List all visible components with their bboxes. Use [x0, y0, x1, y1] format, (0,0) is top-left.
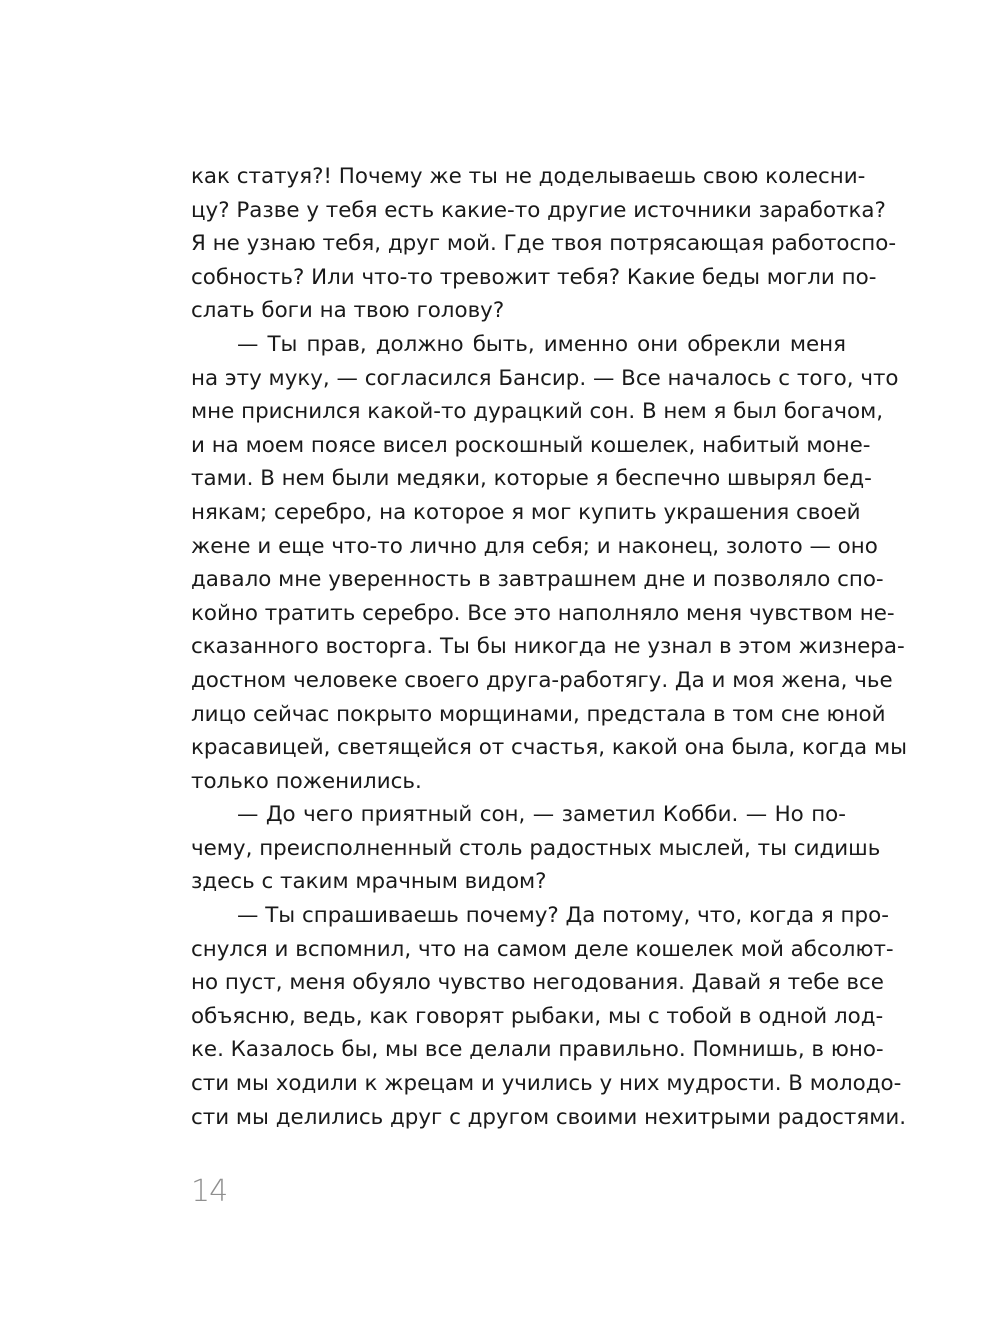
text-line: лицо сейчас покрыто морщинами, предстала в том сне юной: [191, 701, 886, 727]
text-line: давало мне уверенность в завтрашнем дне и позволяло спо-: [191, 567, 884, 593]
text-line: сти мы делились друг с другом своими нехитрыми радостями.: [191, 1104, 907, 1130]
text-line: достном человеке своего друга-работягу. Да и моя жена, чье: [191, 667, 893, 693]
text-line: объясню, ведь, как говорят рыбаки, мы с тобой в одной лод-: [191, 1003, 884, 1029]
text-line: собность? Или что-то тревожит тебя? Какие беды могли по-: [191, 264, 877, 290]
text-line: слать боги на твою голову?: [191, 298, 505, 324]
text-line: койно тратить серебро. Все это наполняло меня чувством не-: [191, 600, 895, 626]
text-line: сти мы ходили к жрецам и учились у них мудрости. В молодо-: [191, 1071, 902, 1097]
text-line: Я не узнаю тебя, друг мой. Где твоя потрясающая работоспо-: [191, 231, 897, 257]
text-line: чему, преисполненный столь радостных мыслей, ты сидишь: [191, 835, 881, 861]
text-line: снулся и вспомнил, что на самом деле кошелек мой абсолют-: [191, 936, 894, 962]
text-line: и на моем поясе висел роскошный кошелек, набитый моне-: [191, 432, 871, 458]
text-line: красавицей, светящейся от счастья, какой она была, когда мы: [191, 735, 907, 761]
text-line: только поженились.: [191, 768, 422, 794]
text-line: на эту муку, — согласился Бансир. — Все началось с того, что: [191, 365, 899, 391]
text-line: цу? Разве у тебя есть какие-то другие источники заработка?: [191, 197, 886, 223]
text-line: жене и еще что-то лично для себя; и наконец, золото — оно: [191, 533, 878, 559]
text-line: ке. Казалось бы, мы все делали правильно. Помнишь, в юно-: [191, 1037, 884, 1063]
text-line: — До чего приятный сон, — заметил Кобби. — Но по-: [237, 802, 846, 828]
text-line: тами. В нем были медяки, которые я беспечно швырял бед-: [191, 466, 872, 492]
text-line: — Ты спрашиваешь почему? Да потому, что, когда я про-: [237, 903, 889, 929]
page-number: 14: [191, 1174, 228, 1209]
body-text: [191, 160, 907, 1134]
text-line: сказанного восторга. Ты бы никогда не узнал в этом жизнера-: [191, 634, 905, 660]
text-line: здесь с таким мрачным видом?: [191, 869, 547, 895]
text-line: как статуя?! Почему же ты не доделываешь свою колесни-: [191, 164, 866, 189]
text-line: някам; серебро, на которое я мог купить украшения своей: [191, 499, 861, 525]
text-line: — Ты прав, должно быть, именно они обрекли меня: [237, 331, 846, 357]
text-line: мне приснился какой-то дурацкий сон. В нем я был богачом,: [191, 399, 884, 425]
text-line: но пуст, меня обуяло чувство негодования. Давай я тебе все: [191, 970, 884, 996]
